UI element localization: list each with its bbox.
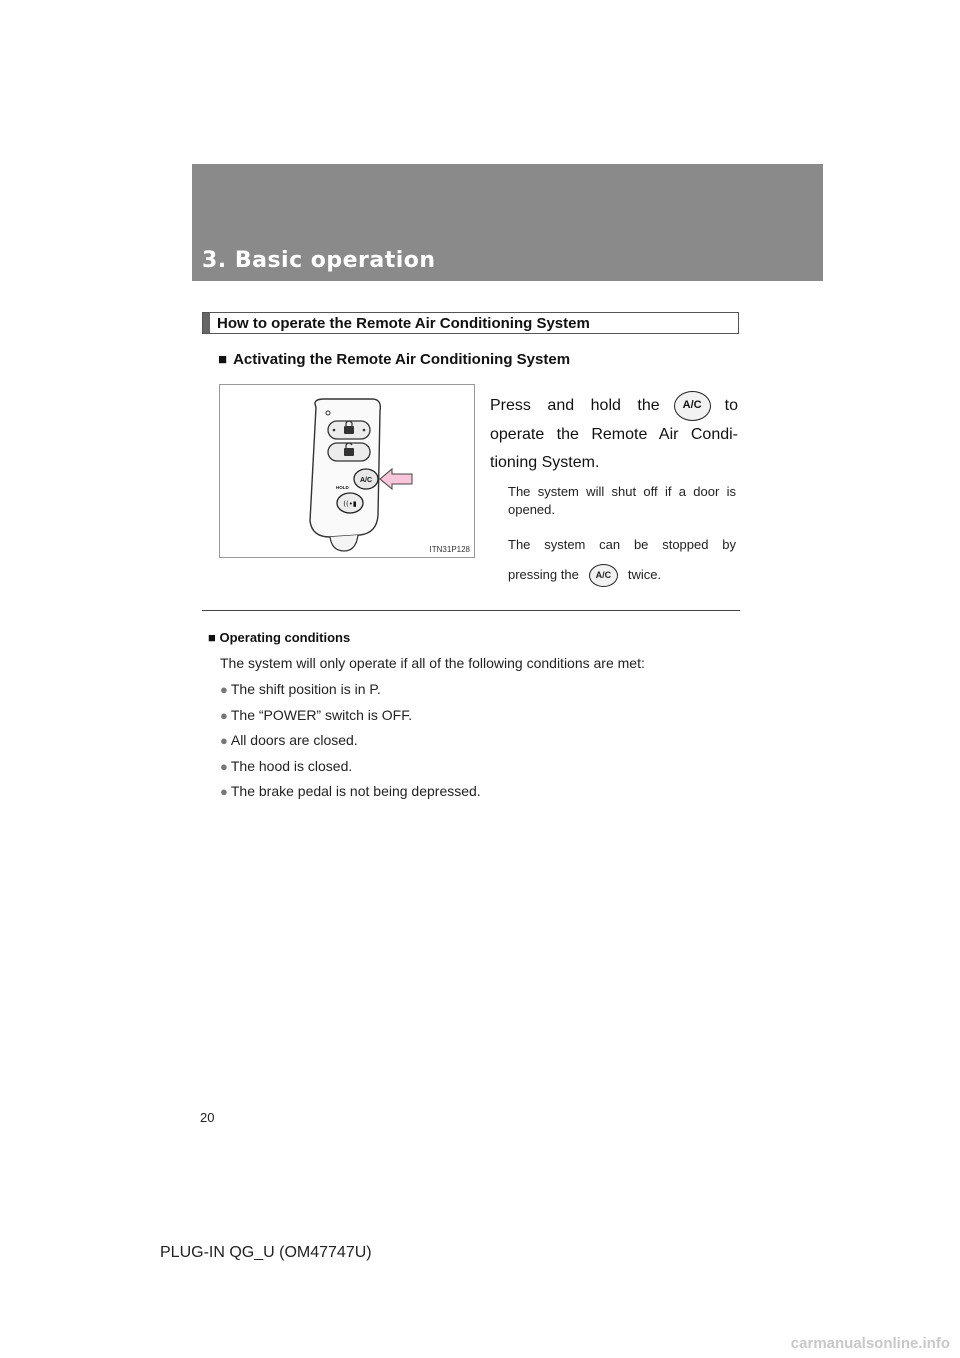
conditions-intro: The system will only operate if all of the following conditions are met:: [220, 655, 645, 671]
conditions-title-text: Operating conditions: [219, 630, 351, 645]
conditions-marker-icon: ■: [208, 630, 216, 645]
square-bullet-icon: ■: [218, 351, 228, 368]
fob-ac-label: A/C: [359, 477, 373, 484]
document-code: PLUG-IN QG_U (OM47747U): [160, 1244, 372, 1261]
list-item: [220, 706, 481, 732]
instruction-after: to operate the Remote Air Condi-tioning System.: [490, 397, 738, 471]
section-heading-box: [202, 312, 739, 334]
bullet-icon: ●: [220, 682, 228, 697]
list-item-text: The brake pedal is not being depressed.: [230, 783, 481, 799]
key-fob-illustration: [220, 385, 476, 559]
hold-label: HOLD: [336, 485, 349, 490]
chapter-title: 3. Basic operation: [202, 248, 436, 273]
subheading-text: Activating the Remote Air Conditioning System: [233, 351, 571, 368]
note-stop: [508, 530, 736, 590]
header-band: [192, 164, 823, 281]
instruction-text: [490, 391, 738, 477]
divider: [202, 610, 740, 611]
bullet-icon: ●: [220, 707, 228, 723]
bullet-icon: ●: [220, 758, 228, 774]
ac-button-icon: A/C: [674, 391, 711, 421]
fob-key-tip: [330, 535, 358, 551]
section-heading: How to operate the Remote Air Conditioning System: [217, 315, 590, 332]
note-stop-after: twice.: [627, 567, 662, 582]
list-item: [220, 680, 481, 706]
list-item-text: The shift position is in P.: [230, 681, 381, 697]
key-fob-figure: [219, 384, 475, 558]
unlock-icon: [344, 448, 354, 456]
conditions-list: [220, 680, 481, 808]
bullet-icon: ●: [220, 784, 228, 799]
list-item: [220, 731, 481, 757]
list-item: [220, 757, 481, 783]
list-item: [220, 782, 481, 808]
fob-body: [310, 399, 380, 537]
instruction-before: Press and hold the: [490, 397, 660, 415]
list-item-text: The “POWER” switch is OFF.: [230, 706, 413, 723]
conditions-title: [208, 630, 350, 645]
bullet-icon: ●: [220, 733, 228, 748]
section-heading-bar: [203, 313, 210, 333]
list-item-text: The hood is closed.: [230, 757, 353, 774]
subheading: [218, 351, 570, 368]
note-shutoff: The system will shut off if a door is opened.: [508, 484, 736, 517]
list-item-text: All doors are closed.: [230, 732, 358, 748]
svg-text:((•▮: ((•▮: [343, 500, 357, 508]
pointer-arrow-icon: [380, 469, 412, 489]
note-stop-before: The system can be stopped by pressing the: [508, 537, 736, 582]
watermark: carmanualsonline.info: [790, 1335, 950, 1352]
page-number: 20: [200, 1110, 215, 1125]
figure-code: ITN31P128: [429, 545, 470, 554]
lock-icon: [344, 426, 354, 434]
ac-button-small-icon: A/C: [589, 564, 618, 587]
